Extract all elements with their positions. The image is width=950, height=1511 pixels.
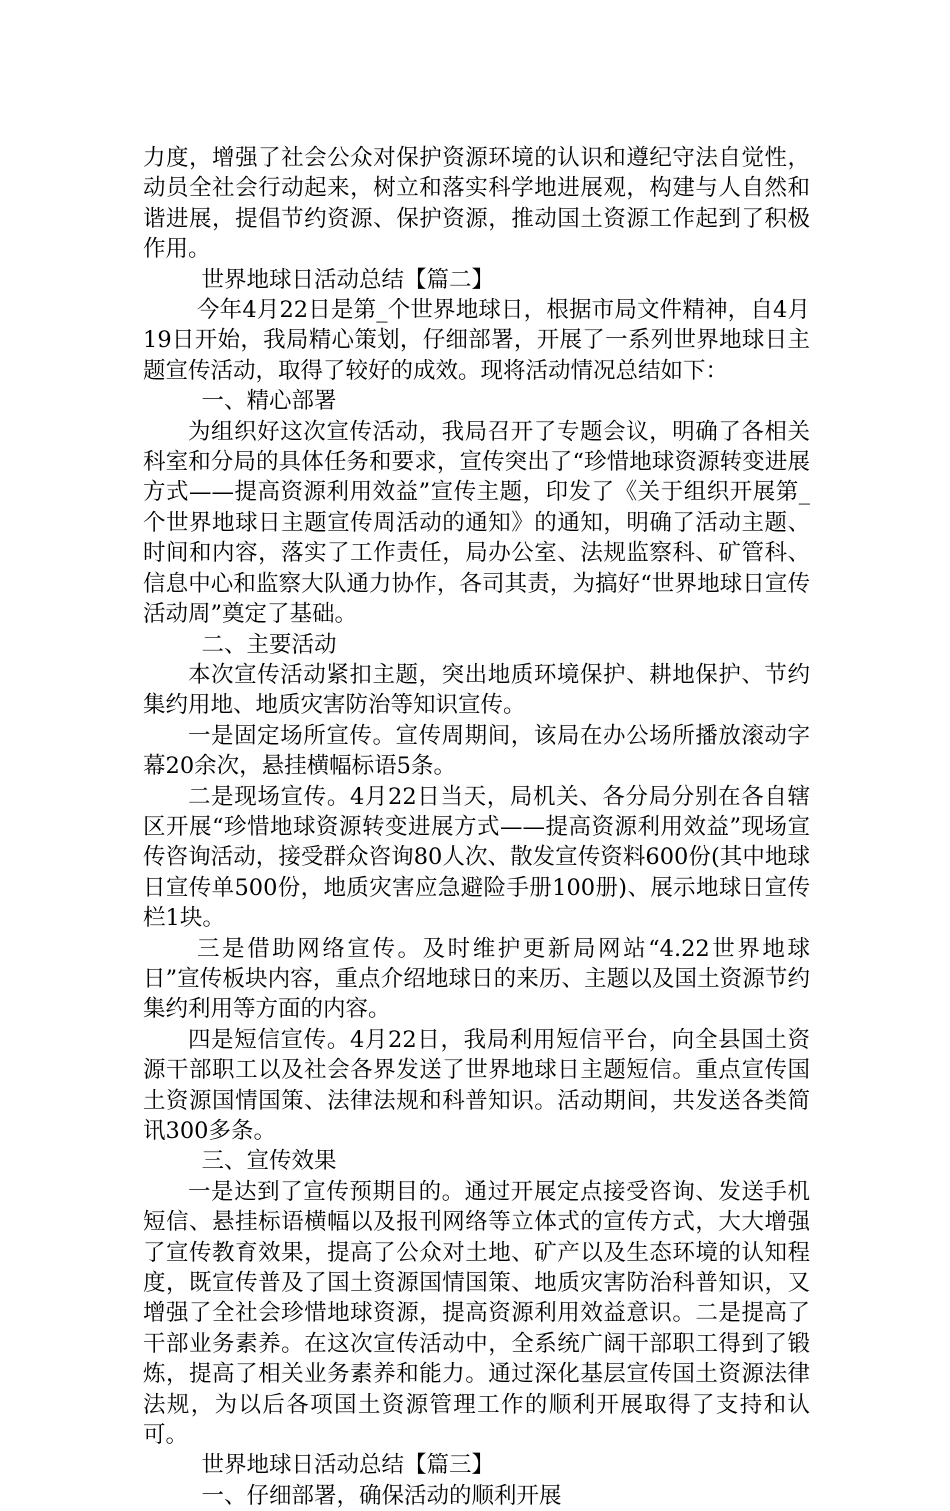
section-title-part-three: 世界地球日活动总结【篇三】 bbox=[201, 1452, 495, 1479]
paragraph-sms: 四是短信宣传。4月22日，我局利用短信平台，向全县国土资源干部职工以及社会各界发送了世界地球日主题短信。重点宣传国土资源国情国策、法律法规和科普知识。活动期间，共发送各类简讯300多条。 bbox=[143, 1026, 810, 1144]
heading-publicity-effect: 三、宣传效果 bbox=[201, 1148, 337, 1175]
paragraph-overview: 今年4月22日是第_个世界地球日，根据市局文件精神，自4月19日开始，我局精心策划，仔细部署，开展了一系列世界地球日主题宣传活动，取得了较好的成效。现将活动情况总结如下： bbox=[143, 297, 810, 384]
paragraph-on-site: 二是现场宣传。4月22日当天，局机关、各分局分别在各自辖区开展“珍惜地球资源转变进展方式——提高资源利用效益”现场宣传咨询活动，接受群众咨询80人次、散发宣传资料600份(其中地球日宣传单500份，地质灾害应急避险手册100册)、展示地球日宣传栏1块。 bbox=[143, 783, 810, 932]
paragraph-activities-intro: 本次宣传活动紧扣主题，突出地质环境保护、耕地保护、节约集约用地、地质灾害防治等知识宣传。 bbox=[143, 661, 810, 719]
paragraph-fixed-venue: 一是固定场所宣传。宣传周期间，该局在办公场所播放滚动字幕20余次，悬挂横幅标语5条。 bbox=[143, 722, 810, 780]
heading-main-activities: 二、主要活动 bbox=[201, 631, 337, 658]
document-page bbox=[143, 143, 810, 1511]
section-title-part-two: 世界地球日活动总结【篇二】 bbox=[201, 266, 495, 293]
paragraph-effect: 一是达到了宣传预期目的。通过开展定点接受咨询、发送手机短信、悬挂标语横幅以及报刊网络等立体式的宣传方式，大大增强了宣传教育效果，提高了公众对土地、矿产以及生态环境的认知程度，既宣传普及了国土资源国情国策、地质灾害防治科普知识，又增强了全社会珍惜地球资源，提高资源利用效益意识。二是提高了干部业务素养。在这次宣传活动中，全系统广阔干部职工得到了锻炼，提高了相关业务素养和能力。通过深化基层宣传国土资源法律法规，为以后各项国土资源管理工作的顺利开展取得了支持和认可。 bbox=[143, 1178, 810, 1449]
heading-careful-deployment: 一、精心部署 bbox=[201, 388, 337, 415]
paragraph-online: 三是借助网络宣传。及时维护更新局网站“4.22世界地球日”宣传板块内容，重点介绍地球日的来历、主题以及国土资源节约集约利用等方面的内容。 bbox=[143, 935, 810, 1023]
paragraph-intro-continuation: 力度，增强了社会公众对保护资源环境的认识和遵纪守法自觉性，动员全社会行动起来，树立和落实科学地进展观，构建与人自然和谐进展，提倡节约资源、保护资源，推动国土资源工作起到了积极作用。 bbox=[143, 145, 810, 263]
heading-careful-arrangement: 一、仔细部署，确保活动的顺利开展 bbox=[201, 1482, 562, 1509]
paragraph-deployment: 为组织好这次宣传活动，我局召开了专题会议，明确了各相关科室和分局的具体任务和要求，宣传突出了“珍惜地球资源转变进展方式——提高资源利用效益”宣传主题，印发了《关于组织开展第_个世界地球日主题宣传周活动的通知》的通知，明确了活动主题、时间和内容，落实了工作责任，局办公室、法规监察科、矿管科、信息中心和监察大队通力协作，各司其责，为搞好“世界地球日宣传活动周”奠定了基础。 bbox=[143, 418, 810, 628]
